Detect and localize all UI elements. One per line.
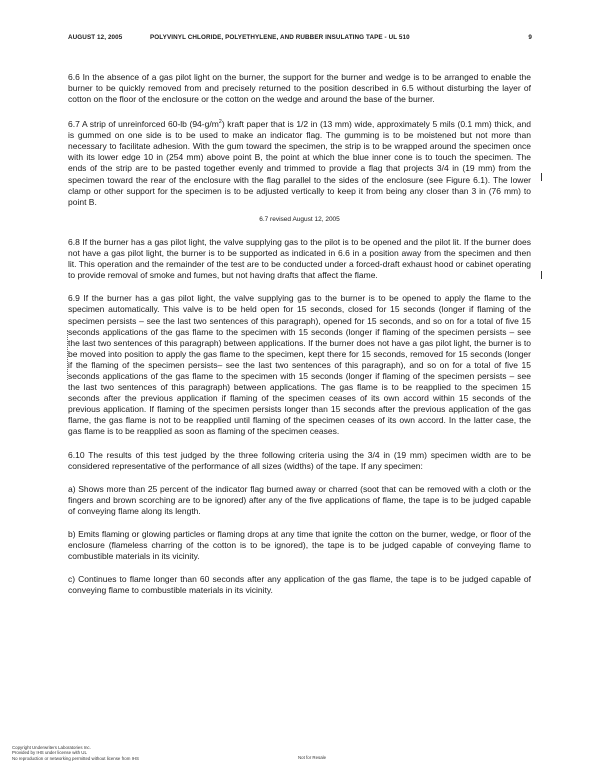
- page-header: [68, 34, 532, 41]
- footer-line: Provided by IHS under license with UL: [12, 750, 87, 756]
- superscript-2: 2: [218, 119, 222, 126]
- page-number: 9: [528, 34, 532, 41]
- header-date: AUGUST 12, 2005: [68, 34, 123, 41]
- paragraph-6-7-rest: ) kraft paper that is 1/2 in (13 mm) wide, approximately 5 mils (0.1 mm) thick, and is gummed on one side is to be used to make an indicator flag. The gumming is to be moistened but not more than necessary to facilitate adhesion. With the gum toward the specimen, the strip is to be wrapped around the specimen once with its lower edge 10 in (254 mm) above point B, the point at which the blue inner cone is to touch the specimen. The ends of the strip are to be pasted together evenly and trimmed to provide a flag that projects 3/4 in (19 mm) from the specimen toward the rear of the enclosure with the flag parallel to the sides of the enclosure (see Figure 6.1). The lower clamp or other support for the specimen is to be adjusted vertically to keep it from being any closer than 3 in (76 mm) to point B.: [68, 119, 531, 207]
- copyright-footer: [12, 745, 139, 761]
- criterion-a: a) Shows more than 25 percent of the indicator flag burned away or charred (soot that can be removed with a cloth or the fingers and brown scorching are to be ignored) after any of the five applications of flame, the tape is to be judged capable of conveying flame along its length.: [68, 483, 531, 516]
- paragraph-6-8: 6.8 If the burner has a gas pilot light, the valve supplying gas to the pilot is to be opened and the pilot lit. If the burner does not have a gas pilot light, the burner is to be supported as indicated in 6.6 in a position away from the specimen and then lit. This operation and the remainder of the test are to be conducted under a forced-draft exhaust hood or cabinet operating to provide removal of smoke and fumes, but not having drafts that affect the flame.: [68, 236, 531, 281]
- paragraph-6-6: 6.6 In the absence of a gas pilot light on the burner, the support for the burner and wedge is to be arranged to enable the burner to be quickly removed from and precisely returned to the position described in 6.5 without disturbing the layer of cotton on the floor of the enclosure or the cotton on the wedge and around the base of the burner.: [68, 72, 531, 105]
- paragraph-6-9: 6.9 If the burner has a gas pilot light, the valve supplying gas to the burner is to be opened to apply the flame to the specimen automatically. This valve is to be held open for 15 seconds, closed for 15 seconds (longer if flaming of the specimen persists – see the last two sentences of this paragraph), opened for 15 seconds, and so on for a total of five 15 seconds applications of the gas flame to the specimen with 15 seconds (longer if flaming of the specimen persists – see the last two sentences of this paragraph) between applications. If the burner does not have a gas pilot light, the burner is to be moved into position to apply the gas flame to the specimen, kept there for 15 seconds, removed for 15 seconds (longer if the flaming of the specimen persists– see the last two sentences of this paragraph), and so on for a total of five 15 seconds applications of the gas flame to the specimen with 15 seconds (longer if flaming of the specimen persists – see the last two sentences of this paragraph) between applications. The gas flame is to be reapplied to the specimen 15 seconds after the previous application if flaming of the specimen ceases of its own accord within 15 seconds of the previous application. If flaming of the specimen persists longer than 15 seconds after the previous application of the gas flame, the gas flame is not to be reapplied until flaming of the specimen ceases of its own accord. In the latter case, the gas flame is to be reapplied as soon as flaming of the specimen ceases.: [68, 293, 531, 437]
- revision-note: 6.7 revised August 12, 2005: [259, 215, 340, 223]
- paragraph-6-7-start: 6.7 A strip of unreinforced 60-lb (94-g/m: [68, 119, 219, 130]
- margin-mark: [67, 330, 68, 380]
- footer-line: Copyright Underwriters Laboratories Inc.: [12, 745, 91, 750]
- change-bar: [541, 173, 542, 181]
- criterion-b: b) Emits flaming or glowing particles or flaming drops at any time that ignite the cotton on the burner, wedge, or floor of the enclosure (flameless charring of the cotton is to be ignored), the tape is to be judged capable of conveying flame to combustible materials in its vicinity.: [68, 529, 531, 562]
- footer-line: No reproduction or networking permitted without license from IHS: [12, 755, 139, 761]
- paragraph-6-7: [68, 117, 531, 208]
- not-for-resale-label: Not for Resale: [298, 755, 327, 760]
- document-body: [68, 72, 531, 608]
- header-title: POLYVINYL CHLORIDE, POLYETHYLENE, AND RUBBER INSULATING TAPE - UL 510: [150, 34, 410, 41]
- paragraph-6-10: 6.10 The results of this test judged by the three following criteria using the 3/4 in (19 mm) specimen width are to be considered representative of the performance of all sizes (widths) of the tape. If any specimen:: [68, 449, 531, 471]
- change-bar: [541, 271, 542, 279]
- criterion-c: c) Continues to flame longer than 60 seconds after any application of the gas flame, the tape is to be judged capable of conveying flame to combustible materials in its vicinity.: [68, 574, 531, 596]
